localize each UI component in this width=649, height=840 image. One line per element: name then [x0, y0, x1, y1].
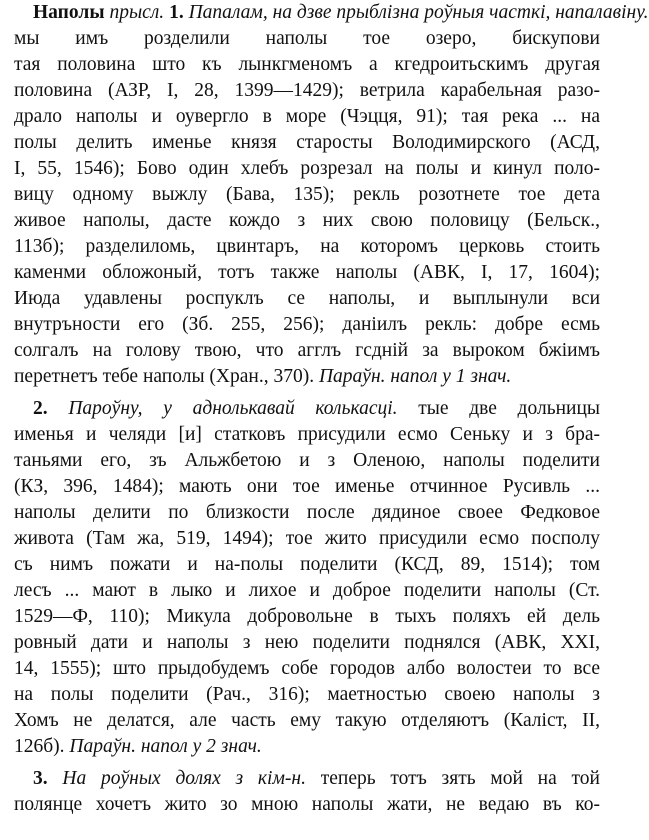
citation-line: на полы поделити (Рач., 316); маетностью своею наполы з [14, 684, 600, 705]
cross-reference: Параўн. напол у 1 знач. [318, 366, 512, 387]
citation-line: именья и челяди [и] статковъ присудили есмо Сеньку и з бра- [14, 424, 600, 445]
cross-reference: Параўн. напол у 2 знач. [69, 736, 262, 757]
sense-marker-1: 1. [169, 2, 184, 23]
sense-3-definition: На роўных долях з кім-н. [62, 768, 306, 789]
citation-line: полянце хочетъ жито зо мною наполы жати, не ведаю въ ко- [14, 794, 600, 815]
citation-line: каменми обложоный, тотъ также наполы (АВК, I, 17, 1604); [14, 262, 600, 283]
citation-line: 14, 1555); што прыдобудемъ собе городов албо волостеи то все [14, 658, 600, 679]
citation-line: таньями его, зъ Альжбетою и з Оленою, наполы поделити [14, 450, 600, 471]
sense-3-header-line [33, 766, 600, 792]
citation-line: живое наполы, дасте кождо з них свою половицу (Бельск., [14, 210, 600, 231]
sense-1-definition: Папалам, на дзве прыблізна роўныя часткі, напалавіну. [188, 2, 649, 23]
sense-2-definition: Пароўну, у аднолькавай колькасці. [68, 398, 398, 419]
citation-line: (КЗ, 396, 1484); мають они тое именье отчинное Русивль ... [14, 476, 600, 497]
citation-line: съ нимъ пожати и на-полы поделити (КСД, 89, 1514); том [14, 554, 600, 575]
citation-text: теперь тотъ зять мой на той [320, 768, 600, 789]
citation-line: тая половина што къ лынкгменомъ а кгедроитьскимъ другая [14, 54, 600, 75]
citation-line: 113б); разделиломь, цвинтаръ, на которомъ церковь стоить [14, 236, 600, 257]
citation-line: вицу одному выжлу (Бава, 135); рекль розотнете тое дета [14, 184, 600, 205]
citation-line: внутръности его (Зб. 255, 256); даніилъ рекль: добре есмь [14, 314, 600, 335]
citation-line: драло наполы и оувергло в море (Чэцця, 91); тая река ... на [14, 106, 600, 127]
citation-line: Хомъ не делатся, але часть ему такую отделяютъ (Каліст, II, [14, 710, 600, 731]
citation-line: полы делить именье князя старосты Володимирского (АСД, [14, 132, 600, 153]
citation-line: ровный дати и наполы з нею поделити поднялся (АВК, XXI, [14, 632, 600, 653]
sense-marker-3: 3. [33, 768, 48, 789]
citation-line: солгалъ на голову твою, что агглъ гсдній за выроком бжіимъ [14, 340, 600, 361]
citation-line: живота (Там жа, 519, 1494); тое жито присудили есмо посполу [14, 528, 600, 549]
headword: Наполы [33, 2, 105, 23]
citation-line: Июда удавлены роспуклъ се наполы, и выплынули вси [14, 288, 600, 309]
citation-line: мы имъ розделили наполы тое озеро, бискупови [14, 28, 600, 49]
entry-header-line [33, 0, 649, 26]
citation-text: перетнетъ тебе наполы (Хран., 370). [14, 366, 315, 387]
citation-line: лесъ ... мают в лыко и лихое и доброе поделити наполы (Ст. [14, 580, 600, 601]
citation-line: половина (АЗР, I, 28, 1399—1429); ветрила карабельная разо- [14, 80, 600, 101]
citation-line: I, 55, 1546); Бово один хлебъ розрезал на полы и кинул поло- [14, 158, 600, 179]
citation-text: 126б). [14, 736, 65, 757]
citation-text: тые две дольницы [418, 398, 601, 419]
citation-line [14, 364, 600, 390]
citation-line: наполы делити по близкости после дядиное своее Федковое [14, 502, 600, 523]
sense-2-header-line [33, 396, 600, 422]
part-of-speech: прысл. [109, 2, 165, 23]
citation-line: 1529—Ф, 110); Микула добровольне в тыхъ поляхъ ей дель [14, 606, 600, 627]
sense-marker-2: 2. [33, 398, 48, 419]
citation-line [14, 734, 600, 760]
